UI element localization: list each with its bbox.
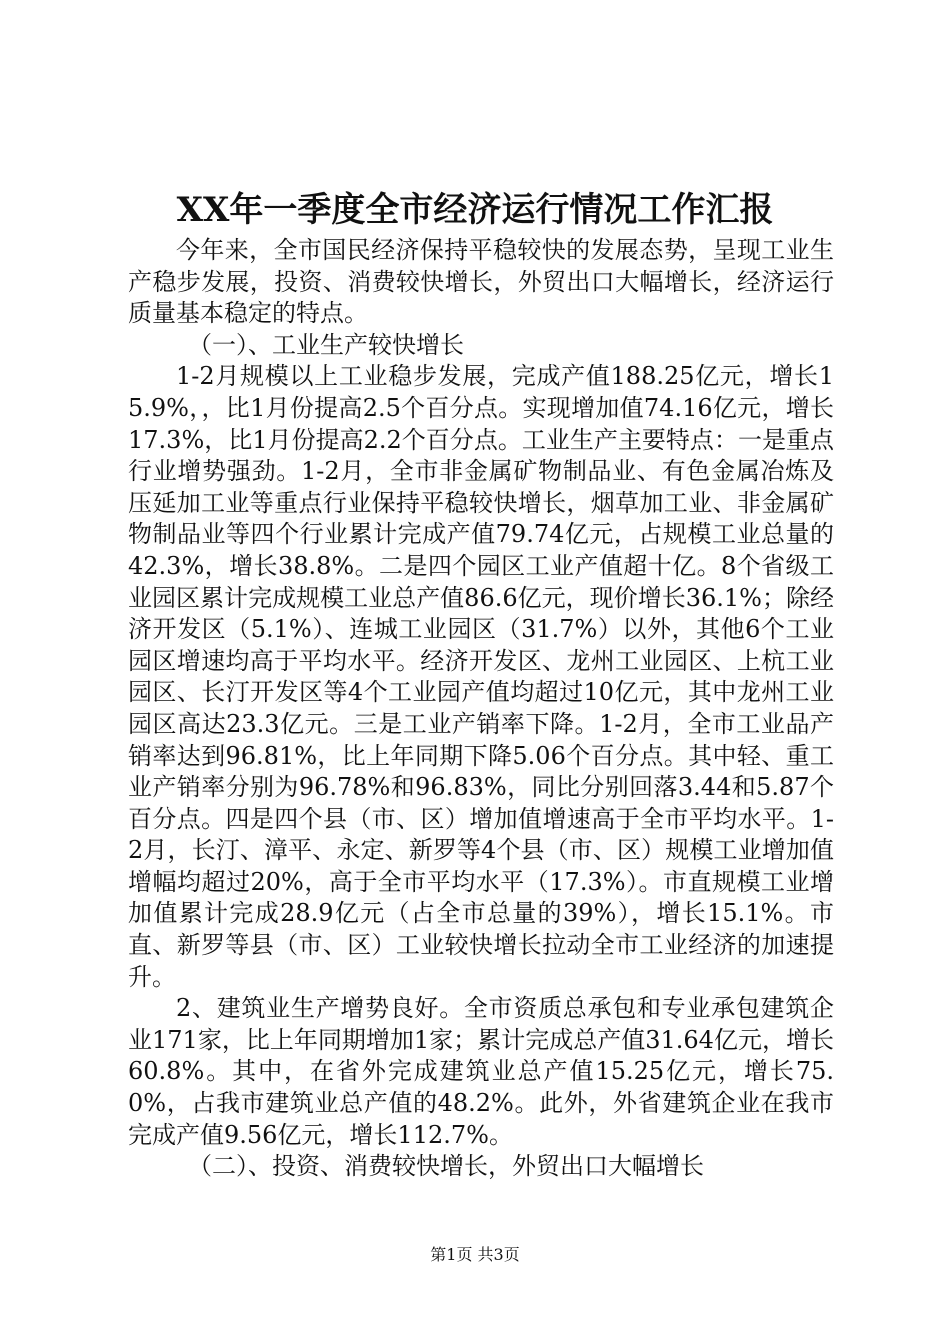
- construction-paragraph: 2、建筑业生产增势良好。全市资质总承包和专业承包建筑企业171家，比上年同期增加1家；累计完成总产值31.64亿元，增长60.8%。其中，在省外完成建筑业总产值15.25亿元，增长75.0%，占我市建筑业总产值的48.2%。此外，外省建筑企业在我市完成产值9.56亿元，增长112.7%。: [128, 994, 834, 1149]
- page-footer: 第1页 共3页: [430, 1245, 520, 1264]
- industry-paragraph: 1-2月规模以上工业稳步发展，完成产值188.25亿元，增长15.9%，，比1月份提高2.5个百分点。实现增加值74.16亿元，增长17.3%，比1月份提高2.2个百分点。工业生产主要特点：一是重点行业增势强劲。1-2月，全市非金属矿物制品业、有色金属冶炼及压延加工业等重点行业保持平稳较快增长，烟草加工业、非金属矿物制品业等四个行业累计完成产值79.74亿元，占规模工业总量的42.3%，增长38.8%。二是四个园区工业产值超十亿。8个省级工业园区累计完成规模工业总产值86.6亿元，现价增长36.1%；除经济开发区（5.1%）、连城工业园区（31.7%）以外，其他6个工业园区增速均高于平均水平。经济开发区、龙州工业园区、上杭工业园区、长汀开发区等4个工业园产值均超过10亿元，其中龙州工业园区高达23.3亿元。三是工业产销率下降。1-2月，全市工业品产销率达到96.81%，比上年同期下降5.06个百分点。其中轻、重工业产销率分别为96.78%和96.83%，同比分别回落3.44和5.87个百分点。四是四个县（市、区）增加值增速高于全市平均水平。1-2月，长汀、漳平、永定、新罗等4个县（市、区）规模工业增加值增幅均超过20%，高于全市平均水平（17.3%）。市直规模工业增加值累计完成28.9亿元（占全市总量的39%），增长15.1%。市直、新罗等县（市、区）工业较快增长拉动全市工业经济的加速提升。: [128, 362, 834, 991]
- section-heading-2: （二）、投资、消费较快增长，外贸出口大幅增长: [188, 1152, 704, 1181]
- intro-paragraph: 今年来，全市国民经济保持平稳较快的发展态势，呈现工业生产稳步发展，投资、消费较快增长，外贸出口大幅增长，经济运行质量基本稳定的特点。: [128, 236, 834, 328]
- section-heading-1: （一）、工业生产较快增长: [188, 330, 464, 359]
- document-title: XX年一季度全市经济运行情况工作汇报: [176, 190, 774, 230]
- document-body: [128, 235, 834, 1183]
